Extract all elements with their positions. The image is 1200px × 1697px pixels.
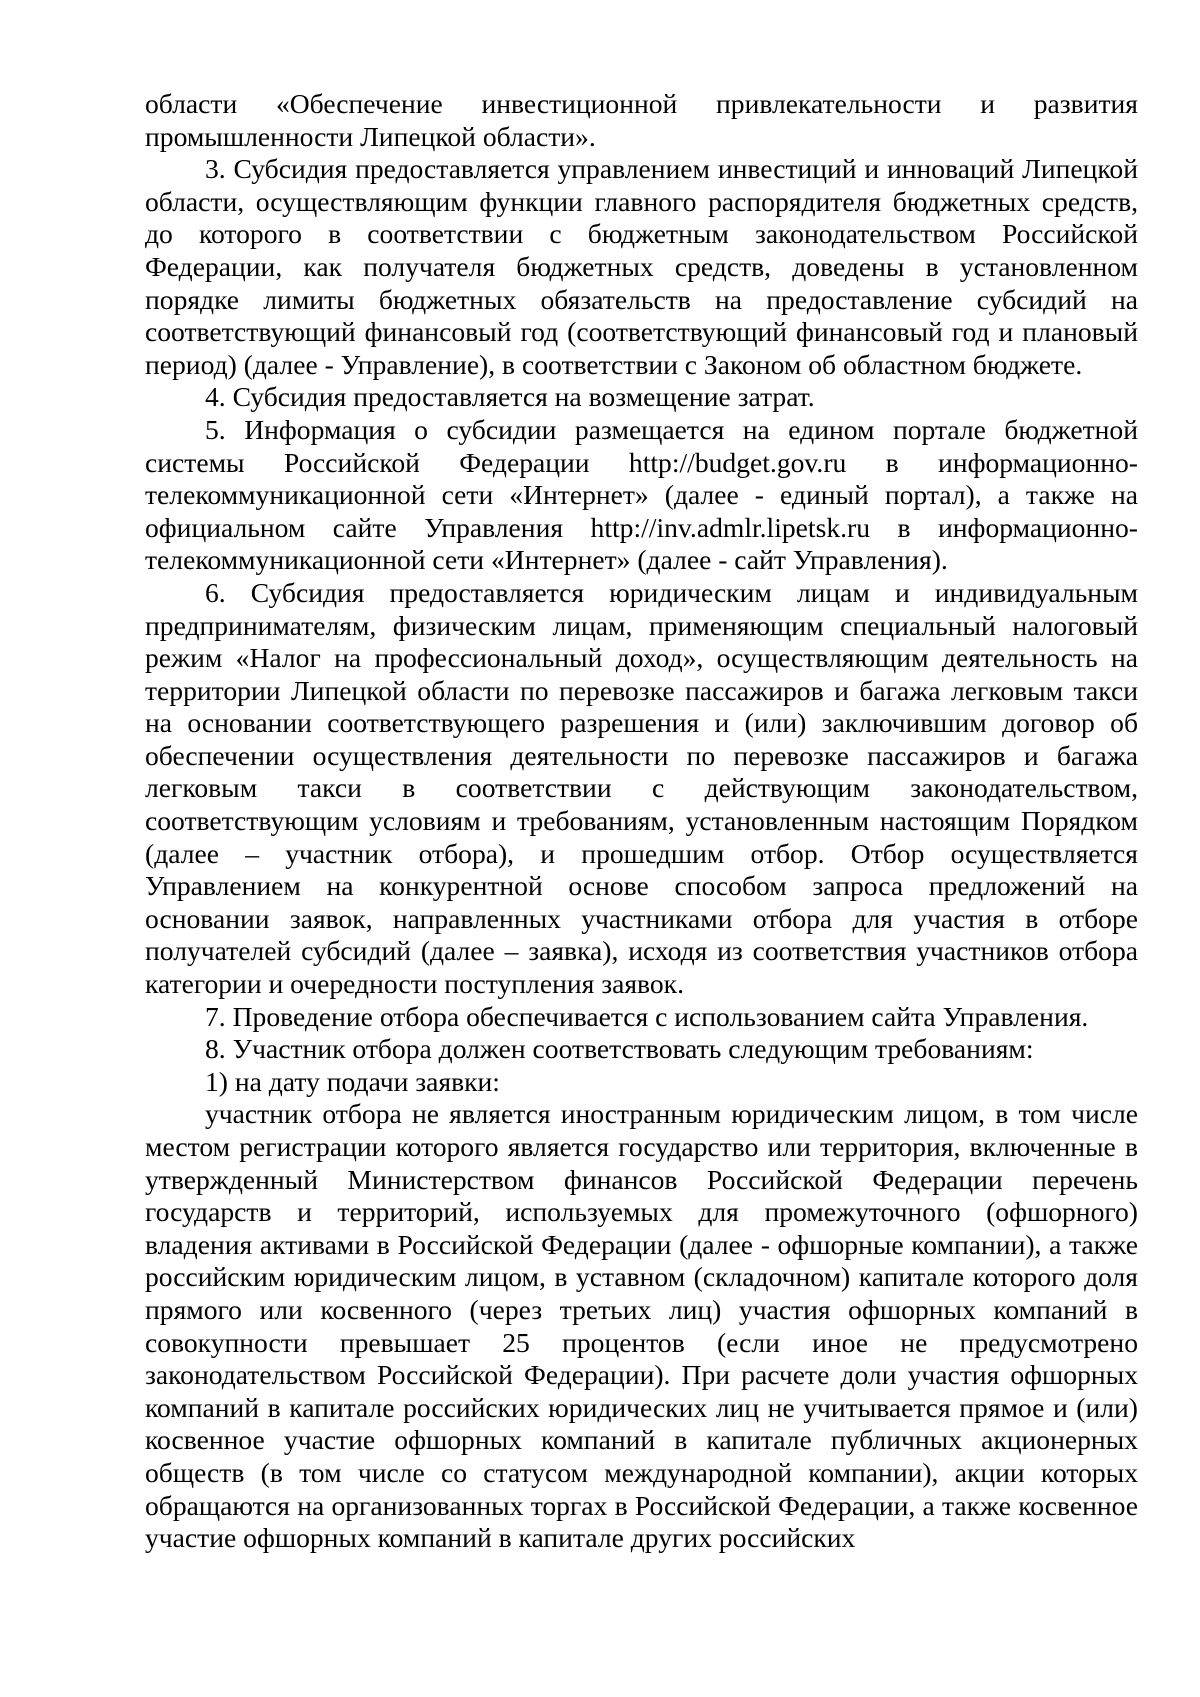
paragraph-subitem-1: 1) на дату подачи заявки: [205,1065,500,1097]
document-page [145,88,1138,1555]
paragraph-requirement: участник отбора не является иностранным юридическим лицом, в том числе местом регистрации которого является государство или территория, включенные в утвержденный Министерством финансов Российской Федерации перечень государств и территорий, используемых для промежуточного (офшорного) владения активами в Российской Федерации (далее - офшорные компании), а также российским юридическим лицом, в уставном (складочном) капитале которого доля прямого или косвенного (через третьих лиц) участия офшорных компаний в совокупности превышает 25 процентов (если иное не предусмотрено законодательством Российской Федерации). При расчете доли участия офшорных компаний в капитале российских юридических лиц не учитывается прямое и (или) косвенное участие офшорных компаний в капитале публичных акционерных обществ (в том числе со статусом международной компании), акции которых обращаются на организованных торгах в Российской Федерации, а также косвенное участие офшорных компаний в капитале других российских [145,1098,1138,1554]
paragraph-continuation: области «Обеспечение инвестиционной привлекательности и развития промышленности Липецкой области». [145,88,1138,152]
paragraph-item-7: 7. Проведение отбора обеспечивается с использованием сайта Управления. [205,1000,1089,1032]
paragraph-item-6: 6. Субсидия предоставляется юридическим лицам и индивидуальным предпринимателям, физическим лицам, применяющим специальный налоговый режим «Налог на профессиональный доход», осуществляющим деятельность на территории Липецкой области по перевозке пассажиров и багажа легковым такси на основании соответствующего разрешения и (или) заключившим договор об обеспечении осуществления деятельности по перевозке пассажиров и багажа легковым такси в соответствии с действующим законодательством, соответствующим условиям и требованиям, установленным настоящим Порядком (далее – участник отбора), и прошедшим отбор. Отбор осуществляется Управлением на конкурентной основе способом запроса предложений на основании заявок, направленных участниками отбора для участия в отборе получателей субсидий (далее – заявка), исходя из соответствия участников отбора категории и очередности поступления заявок. [145,576,1138,1000]
paragraph-item-3: 3. Субсидия предоставляется управлением инвестиций и инноваций Липецкой области, осуществляющим функции главного распорядителя бюджетных средств, до которого в соответствии с бюджетным законодательством Российской Федерации, как получателя бюджетных средств, доведены в установленном порядке лимиты бюджетных обязательств на предоставление субсидий на соответствующий финансовый год (соответствующий финансовый год и плановый период) (далее - Управление), в соответствии с Законом об областном бюджете. [145,153,1138,380]
paragraph-item-5: 5. Информация о субсидии размещается на едином портале бюджетной системы Российской Федерации http://budget.gov.ru в информационно-телекоммуникационной сети «Интернет» (далее - единый портал), а также на официальном сайте Управления http://inv.admlr.lipetsk.ru в информационно-телекоммуникационной сети «Интернет» (далее - сайт Управления). [145,413,1138,576]
paragraph-item-4: 4. Субсидия предоставляется на возмещение затрат. [205,381,815,413]
paragraph-item-8: 8. Участник отбора должен соответствовать следующим требованиям: [205,1033,1034,1065]
